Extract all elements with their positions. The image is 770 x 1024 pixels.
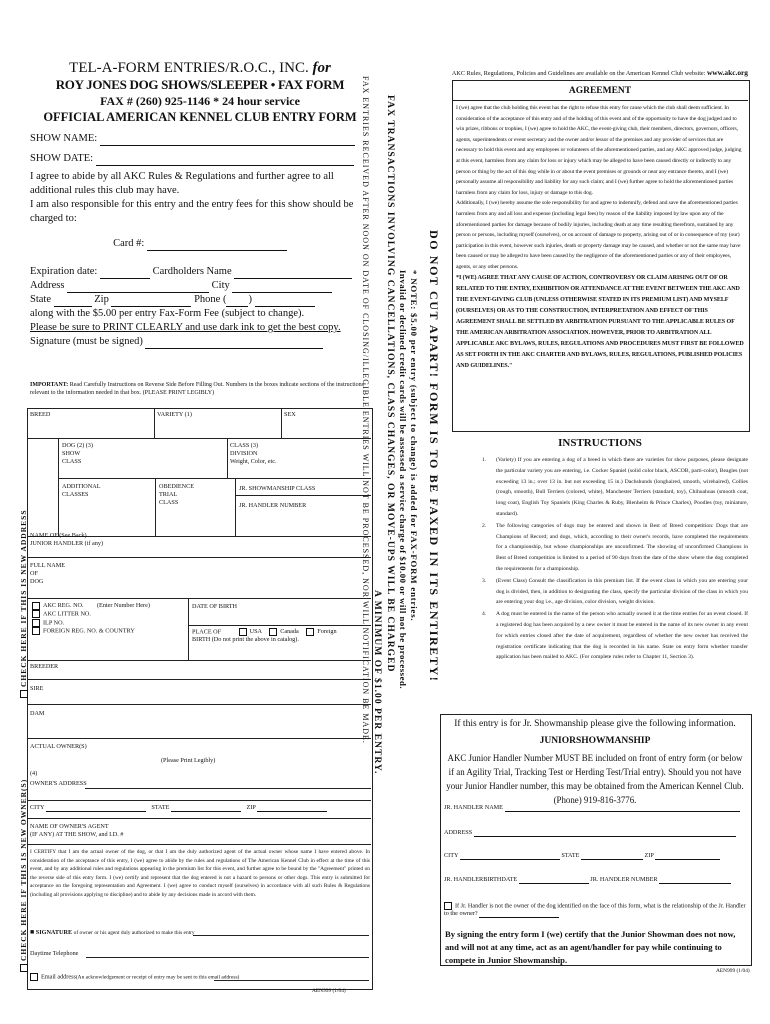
signature-row: ■ SIGNATURE of owner or his agent duly authorized to make this entry bbox=[30, 928, 195, 936]
usa-checkbox[interactable] bbox=[239, 628, 247, 636]
phone-close: ) bbox=[248, 294, 252, 305]
jr-intro: If this entry is for Jr. Showmanship please give the following information. bbox=[454, 719, 736, 729]
dam-label: DAM bbox=[30, 710, 45, 717]
foreign-checkbox[interactable] bbox=[306, 628, 314, 636]
card-label: Card #: bbox=[113, 238, 145, 249]
jr-zip-label: ZIP bbox=[644, 852, 654, 859]
jr-city-input[interactable] bbox=[460, 852, 560, 860]
instruction-item bbox=[452, 576, 748, 608]
obedience-label: OBEDIENCE bbox=[159, 483, 195, 490]
ilp-label: ILP NO. bbox=[43, 619, 65, 627]
owners-label: ACTUAL OWNER(S) bbox=[30, 743, 87, 750]
phone-input[interactable] bbox=[255, 295, 315, 307]
owner-state-input[interactable] bbox=[171, 804, 241, 812]
instruction-item bbox=[452, 521, 748, 575]
divider bbox=[85, 788, 371, 789]
show-label: SHOW bbox=[62, 450, 81, 457]
jr-state-input[interactable] bbox=[581, 852, 643, 860]
foreign-reg-checkbox[interactable] bbox=[32, 627, 40, 635]
form-header bbox=[30, 60, 370, 125]
owner-zip-input[interactable] bbox=[257, 804, 327, 812]
agent-block bbox=[30, 823, 123, 839]
jr-text: AKC Junior Handler Number MUST BE included on front of entry form (or below if an Agility Trial, Tracking Test or Herding Test/Trial entry). Should you not have your Junior Handler number, this may be obtained from the American Kennel Club. (Phone) 919-816-3776. bbox=[446, 753, 744, 805]
dog-label: DOG (2) (3) bbox=[62, 442, 93, 449]
daytime-label: Daytime Telephone bbox=[30, 950, 79, 957]
akc-litter-checkbox[interactable] bbox=[32, 610, 40, 618]
divider bbox=[27, 818, 371, 819]
divider bbox=[27, 704, 371, 705]
owner-zip-label: ZIP bbox=[246, 804, 256, 811]
sex-label: SEX bbox=[284, 411, 296, 418]
email-label: Email address bbox=[41, 973, 76, 981]
new-owner-label: CHECK HERE IF THIS IS NEW OWNER(S) bbox=[19, 778, 28, 961]
akc-reg-checkbox[interactable] bbox=[32, 602, 40, 610]
new-address-label: CHECK HERE IF THIS IS NEW ADDRESS bbox=[19, 509, 28, 687]
cardholder-label: Cardholders Name bbox=[152, 266, 232, 277]
full-name-label: FULL NAME bbox=[30, 562, 66, 569]
divider bbox=[86, 957, 369, 958]
jr-owner-question: If Jr. Handler is not the owner of the dog identified on the face of this form, what is the relationship of the Jr. Handler to the owner? bbox=[444, 902, 746, 918]
jr-city-row bbox=[444, 852, 746, 860]
jr-name-label: JR. HANDLER NAME bbox=[444, 804, 503, 811]
divider bbox=[27, 679, 371, 680]
classes-label: CLASSES bbox=[62, 491, 89, 498]
agreement-title: AGREEMENT bbox=[568, 86, 632, 96]
divider bbox=[227, 438, 228, 478]
signature-label-grid: SIGNATURE bbox=[35, 929, 73, 936]
divider bbox=[281, 408, 282, 438]
akc-website-note: AKC Rules, Regulations, Policies and Guidelines are available on the American Kennel Club website: www.akc.org bbox=[451, 68, 748, 77]
instruction-number: 3. bbox=[482, 577, 487, 584]
breed-label: BREED bbox=[30, 411, 51, 418]
card-section bbox=[30, 237, 370, 349]
instruction-number: 1. bbox=[482, 457, 487, 463]
card-input[interactable] bbox=[147, 239, 287, 251]
show-name-label: SHOW NAME: bbox=[30, 133, 98, 144]
important-label: IMPORTANT: bbox=[30, 382, 69, 388]
new-owner-checkbox[interactable] bbox=[20, 964, 28, 972]
birth-label: BIRTH bbox=[192, 636, 211, 644]
agent-label-1: NAME OF OWNER'S AGENT bbox=[30, 823, 109, 830]
fee-text: along with the $5.00 per entry Fax-Form Fee (subject to change). bbox=[30, 308, 305, 319]
name-of-label: NAME OF (See Back) bbox=[30, 532, 87, 539]
header-roy-jones: ROY JONES DOG SHOWS/SLEEPER • FAX FORM bbox=[55, 77, 345, 92]
new-address-vertical[interactable] bbox=[19, 510, 28, 699]
agent-label-2: (IF ANY) AT THE SHOW, and I.D. # bbox=[30, 831, 124, 838]
jr-owner-row bbox=[444, 902, 746, 918]
enter-number-label: (Enter Number Here) bbox=[97, 602, 150, 609]
form-code-right: AEN999 (1/04) bbox=[716, 968, 750, 974]
weight-label: Weight, Color, etc. bbox=[230, 458, 277, 465]
agreement-paragraph-2: Additionally, I (we) hereby assume the sole responsibility for and agree to indemnify, defend and save the aforementioned parties harmless from any and all loss and expense (including legal fees) by reason of the liability imposed by law upon any of the aforementioned parties for damage because of bodily injuries, including death at any time resulting therefrom, sustained by any person or persons, including myself (ourselves), or on account of damage to property, arising out of or in consequence of my (our) participation in this event, however such injuries, death or property damage may be caused, and whether or not the same may have been caused or may be alleged to have been caused by the negligence of the aforementioned parties or any of their employees, agents, or any other persons. bbox=[456, 200, 741, 270]
signature-input[interactable] bbox=[145, 337, 323, 349]
jr-zip-input[interactable] bbox=[655, 852, 720, 860]
junior-handler-label: JUNIOR HANDLER (if any) bbox=[30, 540, 104, 547]
cardholder-input[interactable] bbox=[234, 267, 352, 279]
class-division bbox=[230, 442, 277, 466]
signature-label: Signature (must be signed) bbox=[30, 336, 143, 347]
invalid-card-notice: Invalid or declined credit cards will be assessed a service charge of $10.00 or will not be processed. bbox=[398, 270, 408, 690]
full-name-block bbox=[30, 562, 65, 586]
additional-label: ADDITIONAL bbox=[62, 483, 101, 490]
header-fax-number: FAX # (260) 925-1146 * 24 hour service bbox=[100, 94, 300, 108]
expiration-input[interactable] bbox=[100, 267, 150, 279]
class3-label: CLASS (3) bbox=[230, 442, 259, 449]
state-label: State bbox=[30, 294, 51, 305]
show-date-label: SHOW DATE: bbox=[30, 153, 94, 164]
zip-label: Zip bbox=[94, 294, 109, 305]
divider bbox=[188, 625, 371, 626]
division-label: DIVISION bbox=[230, 450, 258, 457]
jr-birthdate-input[interactable] bbox=[519, 876, 589, 884]
akc-litter-label: AKC LITTER NO. bbox=[43, 610, 91, 618]
fax-minimum-notice: A MINIMUM OF $1.00 PER ENTRY. bbox=[372, 590, 383, 775]
jr-number-label: JR. HANDLER NUMBER bbox=[239, 502, 307, 509]
address-input[interactable] bbox=[67, 281, 209, 293]
owner-city-input[interactable] bbox=[46, 804, 146, 812]
owner-state-label: STATE bbox=[151, 804, 170, 811]
header-company: TEL-A-FORM ENTRIES/R.O.C., INC. bbox=[69, 60, 309, 76]
jr-birth-row bbox=[444, 876, 746, 884]
jr-name-row bbox=[444, 804, 746, 812]
jr-title: JUNIORSHOWMANSHIP bbox=[539, 736, 651, 746]
agreement-paragraph-1: I (we) agree that the club holding this event has the right to refuse this entry for cause which the club shall deem sufficient. In consideration of the acceptance of this entry and of the holding of this event and of the opportunity to have the dog judged and to win prizes, ribbons or trophies, I (we) agree to hold the AKC, the event-giving club, their members, directors, governors, officers, agents, superintendents or event secretary and the owner and/or lessor of the premises and any provider of services that are necessary to hold this event and any employees or volunteers of the aforementioned parties, and any AKC approved judge, judging at this event, harmless from any claim for loss or injury which may be alleged to have been caused directly or indirectly to any person or thing by the act of this dog while in or about the event premises or grounds or near any entrance thereto, and I (we) personally assume all responsibility and liability for any such claim; and I (we) further agree to hold the aforementioned parties harmless from any claim for loss, injury or damage to this dog. bbox=[456, 105, 742, 196]
show-name-input[interactable] bbox=[100, 134, 355, 146]
divider bbox=[27, 738, 371, 739]
address-label: Address bbox=[30, 280, 65, 291]
divider bbox=[58, 438, 59, 536]
four-label: (4) bbox=[30, 770, 38, 777]
please-print-label: (Please Print Legibly) bbox=[161, 757, 216, 764]
divider bbox=[27, 800, 371, 801]
instruction-text: (Event Class) Consult the classification in this premium list. If the event class in which you are entering your dog is divided, then, in addition to designating the class, specify the particular division of the class in which you are entering your dog i.e., age division, color division, weight division. bbox=[496, 577, 748, 606]
divider bbox=[27, 438, 371, 439]
dog-name-label: DOG bbox=[30, 578, 44, 585]
agreement-body bbox=[456, 103, 744, 372]
new-owner-vertical[interactable] bbox=[19, 779, 28, 972]
header-official-form: OFFICIAL AMERICAN KENNEL CLUB ENTRY FORM bbox=[43, 110, 357, 124]
jr-state-label: STATE bbox=[561, 852, 580, 859]
of-label: OF bbox=[30, 570, 38, 577]
important-text: Read Carefully Instructions on Reverse Side Before Filling Out. Numbers in the boxes indicate sections of the instructions relevant to the information needed in that box. (PLEASE PRINT LEGIBLY) bbox=[30, 382, 365, 396]
jr-owner-checkbox[interactable] bbox=[444, 902, 452, 910]
show-date-input[interactable] bbox=[96, 154, 354, 166]
instructions-list bbox=[452, 455, 748, 664]
foreign-reg-label: FOREIGN REG. NO. & COUNTRY bbox=[43, 627, 135, 635]
jr-address-row bbox=[444, 829, 746, 837]
breeder-label: BREEDER bbox=[30, 663, 59, 670]
per-entry-notice: * NOTE: $5.00 per entry (subject to change) is added for FAX-FORM entries. bbox=[409, 270, 419, 622]
agree-text-2: I am also responsible for this entry and the entry fees for this show should be charged to: bbox=[30, 199, 354, 224]
email-note: (An acknowledgement or receipt of entry may be sent to this email address) bbox=[75, 974, 240, 981]
akc-website-link[interactable]: www.akc.org bbox=[706, 68, 748, 77]
instruction-text: A dog must be entered in the name of the person who actually owned it at the time entries for an event closed. If a registered dog has been acquired by a new owner it must be entered in the name of its new owner in any event for which entries closed after the date of acquirement, regardless of whether the new owner has received the registration certificate indicating that the dog is recorded in his name. State on entry form whether transfer application has been mailed to AKC. (For complete rules refer to Chapter 11, Section 3). bbox=[496, 611, 748, 661]
jr-number-label: JR. HANDLER NUMBER bbox=[590, 876, 658, 883]
obclass-label: CLASS bbox=[159, 499, 179, 506]
junior-handler bbox=[30, 532, 103, 548]
form-code-left: AEN999 (1/04) bbox=[312, 988, 346, 994]
divider bbox=[154, 408, 155, 438]
do-not-print-label: (Do not print the above in catalog). bbox=[211, 636, 299, 644]
jr-name-input[interactable] bbox=[505, 804, 740, 812]
phone-area-input[interactable] bbox=[226, 295, 248, 307]
signature-note: of owner or his agent duly authorized to make this entry bbox=[73, 930, 195, 936]
jr-number-input[interactable] bbox=[659, 876, 731, 884]
jr-sign-text: By signing the entry form I (we) certify that the Junior Showman does not now, and will not at any time, act as an agent/handler for pay while continuing to compete in Junior Showmanship. bbox=[445, 929, 736, 965]
expiration-label: Expiration date: bbox=[30, 266, 98, 277]
divider bbox=[27, 844, 371, 845]
divider bbox=[235, 478, 236, 536]
owners-address-label: OWNER'S ADDRESS bbox=[30, 780, 87, 787]
header-for: for bbox=[312, 60, 331, 76]
new-address-checkbox[interactable] bbox=[20, 690, 28, 698]
canada-label: Canada bbox=[280, 628, 299, 636]
email-row bbox=[30, 973, 239, 981]
instruction-text: (Variety) If you are entering a dog of a breed in which there are varieties for show purposes, please designate the particular variety you are entering, i.e. Cocker Spaniel (solid color black, ASCOB, parti-color), Beagles (not exceeding 13 in.; over 13 in. but not exceeding 15 in.) Dachshunds (longhaired, smooth, wirehaired), Collies (rough, smooth), Bull Terriers (colored, white), Manchester Terriers (standard, toy), Chihuahuas (smooth coat, long coat), English Toy Spaniels (King Charles & Ruby, Blenheim & Prince Charles), Poodles (toy, miniature, standard). bbox=[496, 457, 748, 517]
divider bbox=[188, 598, 189, 660]
divider bbox=[27, 660, 371, 661]
instruction-number: 2. bbox=[482, 522, 487, 529]
do-not-cut-notice: DO NOT CUT APART! FORM IS TO BE FAXED IN ITS ENTIRETY! bbox=[427, 230, 441, 683]
trial-label: TRIAL bbox=[159, 491, 178, 498]
agreement-paragraph-3: *I (WE) AGREE THAT ANY CAUSE OF ACTION, CONTROVERSY OR CLAIM ARISING OUT OF OR RELATED TO THE ENTRY, EXHIBITION OR ATTENDANCE AT THE EVENT BETWEEN THE AKC AND THE EVENT-GIVING CLUB (UNLESS OTHERWISE STATED IN ITS PREMIUM LIST) AND MYSELF (OURSELVES) OR AS TO THE CONSTRUCTION, INTERPRETATION AND EFFECT OF THIS AGREEMENT SHALL BE SETTLED BY ARBITRATION PURSUANT TO THE APPLICABLE RULES OF THE AMERICAN ARBITRATION ASSOCIATION. HOWEVER, PRIOR TO ARBITRATION ALL APPLICABLE AKC BYLAWS, RULES, REGULATIONS AND PROCEDURES MUST FIRST BE FOLLOWED AS SET FORTH IN THE AKC CHARTER AND BYLAWS, RULES, REGULATIONS, PUBLISHED POLICIES AND GUIDELINES." bbox=[456, 274, 744, 370]
class-label: CLASS bbox=[62, 458, 82, 465]
sire-label: SIRE bbox=[30, 685, 44, 692]
print-clearly-text: Please be sure to PRINT CLEARLY and use dark ink to get the best copy. bbox=[30, 322, 341, 333]
fax-received-notice: FAX ENTRIES RECEIVED AFTER NOON ON DATE OF CLOSING/ILLEGIBLE ENTRIES WILL NOT BE PROCESSED, NOR WILL NOTIFICATION BE MADE. bbox=[361, 76, 370, 744]
email-checkbox[interactable] bbox=[30, 973, 38, 981]
divider bbox=[214, 980, 369, 981]
agree-text-1: I agree to abide by all AKC Rules & Regulations and further agree to all additional rules this club may have. bbox=[30, 171, 334, 196]
jr-class-label: JR. SHOWMANSHIP CLASS bbox=[239, 485, 316, 492]
jr-address-label: ADDRESS bbox=[444, 829, 473, 836]
akc-reg-label: AKC REG. NO. bbox=[43, 602, 84, 610]
important-note bbox=[30, 381, 370, 397]
additional-classes bbox=[62, 483, 101, 499]
obedience-trial bbox=[159, 483, 194, 507]
place-of-birth bbox=[192, 628, 337, 644]
dob-label: DATE OF BIRTH bbox=[192, 603, 238, 610]
foreign-option-label: Foreign bbox=[317, 628, 337, 636]
show-info bbox=[30, 132, 370, 226]
variety-label: VARIETY (1) bbox=[157, 411, 192, 418]
jr-birthdate-label: JR. HANDLERBIRTHDATE bbox=[444, 876, 518, 883]
divider bbox=[235, 495, 371, 496]
jr-address-input[interactable] bbox=[474, 829, 736, 837]
city-input[interactable] bbox=[232, 281, 332, 293]
jr-owner-input[interactable] bbox=[479, 910, 559, 918]
divider bbox=[58, 478, 371, 479]
usa-label: USA bbox=[249, 628, 262, 636]
instruction-item bbox=[452, 609, 748, 663]
phone-label: Phone ( bbox=[194, 294, 227, 305]
jr-city-label: CITY bbox=[444, 852, 459, 859]
zip-input[interactable] bbox=[111, 295, 191, 307]
divider bbox=[27, 598, 371, 599]
divider bbox=[27, 557, 371, 558]
instructions-title: INSTRUCTIONS bbox=[558, 437, 642, 449]
city-label: City bbox=[211, 280, 230, 291]
divider bbox=[193, 935, 369, 936]
owner-city-row bbox=[30, 804, 368, 812]
dog-show-class bbox=[62, 442, 93, 466]
place-of-label: PLACE OF bbox=[192, 628, 222, 636]
instruction-number: 4. bbox=[482, 611, 487, 618]
instruction-text: The following categories of dogs may be entered and shown in Best of Breed competition: Dogs that are Champions of Record; and dogs, which, according to their owner's records, have completed the requirements for a championship, but whose championships are unconfirmed. The showing of unconfirmed Champions in Best of Breed competition is limited to a period of 90 days from the date of the show where the dog completed the requirements for a championship. bbox=[496, 522, 748, 572]
state-input[interactable] bbox=[54, 295, 92, 307]
ilp-checkbox[interactable] bbox=[32, 619, 40, 627]
canada-checkbox[interactable] bbox=[269, 628, 277, 636]
fax-transactions-notice: FAX TRANSACTIONS INVOLVING CANCELLATIONS, CLASS CHANGES, OR MOVE-UPS WILL BE CHARGED bbox=[385, 95, 396, 673]
instruction-item bbox=[452, 455, 748, 520]
divider bbox=[155, 478, 156, 536]
certify-text: I CERTIFY that I am the actual owner of the dog, or that I am the duly authorized agent of the actual owner whose name I have entered above. In consideration of the acceptance of this entry, I (we) agree to abide by the rules and regulations of The American Kennel Club in effect at the time of this event, and by any additional rules and regulations appearing in the premium list for this event, and further agree to be bound by the "Agreement" printed on the reverse side of this entry form. I (we) certify and represent that the dog entered is not a hazard to persons or other dogs. This entry is submitted for acceptance on the foregoing representation and Agreement. I (we) agree to conduct myself (ourselves) in accordance with all such Rules & Regulations (including all provisions applying to discipline) and to abide by any decisions made in accord with them. bbox=[30, 849, 370, 898]
owner-city-label: CITY bbox=[30, 804, 45, 811]
divider bbox=[452, 100, 748, 101]
